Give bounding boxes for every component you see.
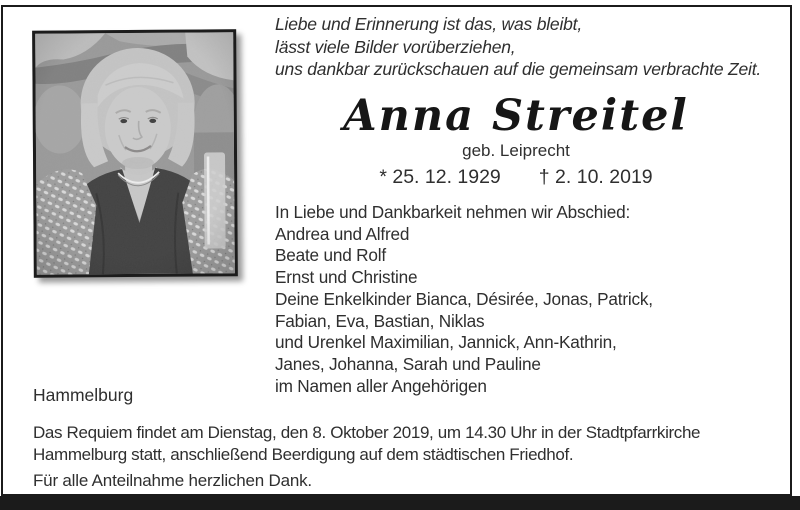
maiden-name: geb. Leiprecht xyxy=(462,141,570,160)
portrait-photo xyxy=(35,32,235,274)
farewell-list xyxy=(275,202,653,397)
farewell-line: Andrea und Alfred xyxy=(275,223,410,244)
farewell-line: im Namen aller Angehörigen xyxy=(275,375,487,396)
thanks-line: Für alle Anteilnahme herzlichen Dank. xyxy=(33,471,312,490)
farewell-line: Fabian, Eva, Bastian, Niklas xyxy=(275,310,485,331)
deceased-name: Anna Streitel xyxy=(343,91,689,141)
memorial-verse xyxy=(275,13,761,81)
verse-line: lässt viele Bilder vorüberziehen, xyxy=(275,36,516,57)
funeral-line: Das Requiem findet am Dienstag, den 8. Oktober 2019, um 14.30 Uhr in der Stadtpfarrkirche xyxy=(33,423,701,442)
farewell-line: Deine Enkelkinder Bianca, Désirée, Jonas, Patrick, xyxy=(275,288,653,309)
place-label: Hammelburg xyxy=(33,385,134,405)
farewell-line: Beate und Rolf xyxy=(275,245,386,266)
portrait-photo-frame xyxy=(32,29,238,277)
funeral-line: Hammelburg statt, anschließend Beerdigung auf dem städtischen Friedhof. xyxy=(33,445,574,465)
verse-line: Liebe und Erinnerung ist das, was bleibt, xyxy=(275,14,582,34)
farewell-line: Janes, Johanna, Sarah und Pauline xyxy=(275,353,541,374)
funeral-info xyxy=(33,422,788,467)
bottom-separator-bar xyxy=(0,496,800,510)
death-date: † 2. 10. 2019 xyxy=(538,166,653,188)
birth-date: * 25. 12. 1929 xyxy=(379,166,501,188)
deceased-block xyxy=(266,92,766,188)
verse-line: uns dankbar zurückschauen auf die gemeinsam verbrachte Zeit. xyxy=(275,59,762,80)
farewell-line: Ernst und Christine xyxy=(275,267,418,288)
farewell-intro: In Liebe und Dankbarkeit nehmen wir Abschied: xyxy=(275,202,631,222)
farewell-line: und Urenkel Maximilian, Jannick, Ann-Kathrin, xyxy=(275,332,617,353)
life-dates xyxy=(266,166,766,188)
